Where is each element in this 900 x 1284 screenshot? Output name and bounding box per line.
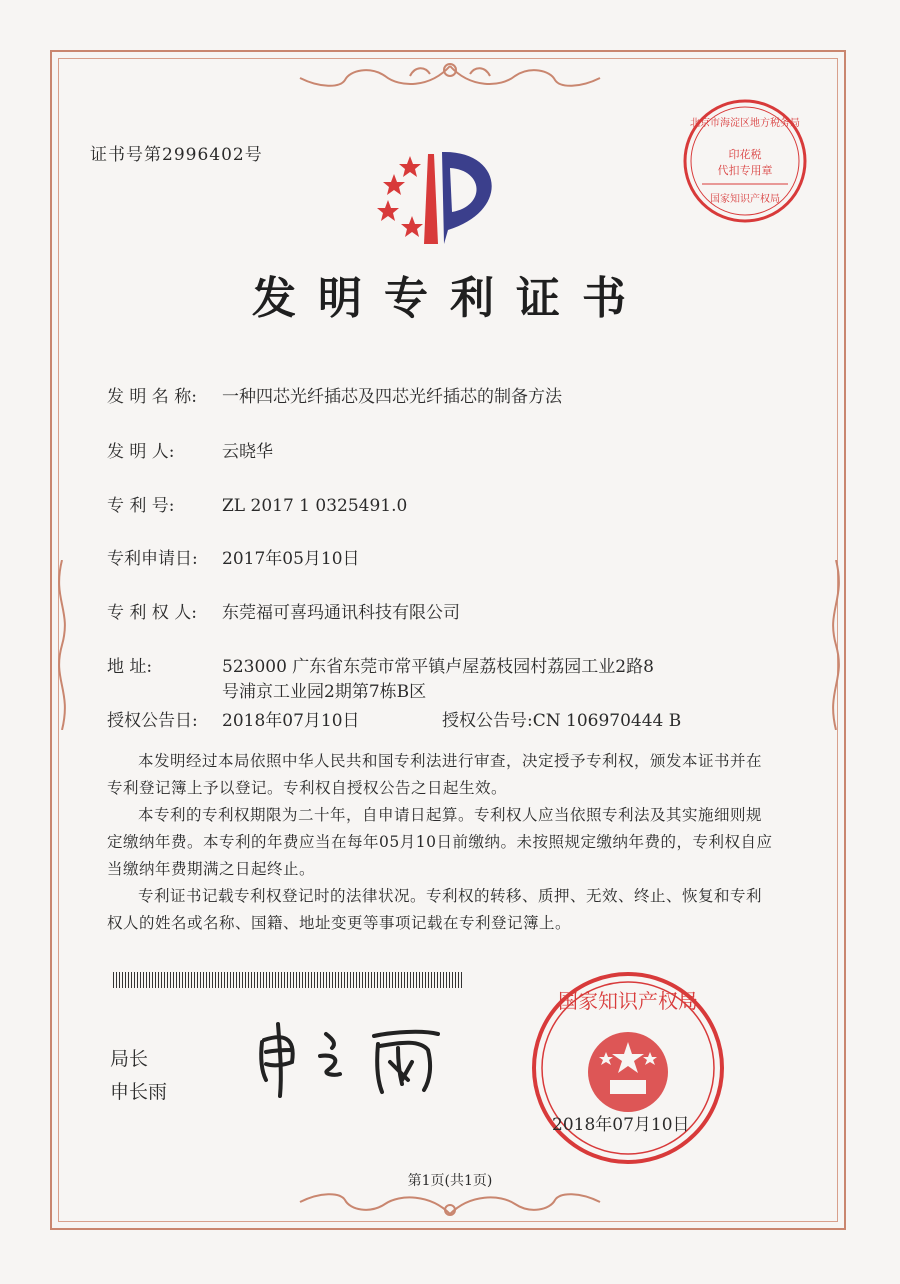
- patentee-row: [107, 598, 460, 623]
- invention-name-row: [107, 382, 562, 407]
- invention-name-value: 一种四芯光纤插芯及四芯光纤插芯的制备方法: [222, 387, 562, 407]
- tax-seal: [680, 96, 810, 226]
- page-number: 第1页(共1页): [407, 1173, 493, 1189]
- application-date-row: [107, 544, 360, 569]
- tax-seal-line1: 印花税: [728, 148, 762, 161]
- application-date-label: 专利申请日:: [107, 549, 198, 569]
- grant-number-label: 授权公告号:: [442, 711, 533, 731]
- address-value-line1: 523000 广东省东莞市常平镇卢屋荔枝园村荔园工业2路8: [222, 657, 654, 677]
- director-title: 局长: [110, 1048, 149, 1070]
- director-signature: [252, 1010, 452, 1100]
- patent-number-label: 专 利 号:: [107, 496, 175, 516]
- patent-office-logo: [372, 140, 528, 250]
- address-label: 地 址:: [107, 657, 153, 677]
- barcode: [113, 972, 463, 988]
- cnipa-seal: [528, 968, 728, 1168]
- patent-number-row: [107, 491, 407, 516]
- tax-seal-outer-text: 北京市海淀区地方税务局: [690, 118, 800, 129]
- cnipa-seal-text: 国家知识产权局: [558, 989, 698, 1013]
- grant-date-label: 授权公告日:: [107, 711, 198, 731]
- inventor-row: [107, 437, 273, 462]
- grant-number-value: CN 106970444 B: [532, 711, 682, 731]
- paragraph-legal-status: 专利证书记载专利权登记时的法律状况。专利权的转移、质押、无效、终止、恢复和专利权人的姓名或名称、国籍、地址变更等事项记载在专利登记簿上。: [107, 887, 763, 932]
- left-ornament: [52, 560, 72, 730]
- issue-date: 2018年07月10日: [552, 1115, 690, 1135]
- director-name: 申长雨: [110, 1081, 168, 1103]
- grant-date-value: 2018年07月10日: [222, 711, 360, 731]
- right-ornament: [826, 560, 846, 730]
- patent-number-value: ZL 2017 1 0325491.0: [222, 496, 408, 516]
- patentee-value: 东莞福可喜玛通讯科技有限公司: [222, 603, 460, 623]
- top-ornament: [290, 58, 610, 98]
- grant-date-row: [107, 706, 360, 731]
- tax-seal-line2: 代扣专用章: [717, 164, 773, 177]
- inventor-value: 云晓华: [222, 442, 273, 462]
- application-date-value: 2017年05月10日: [222, 549, 360, 569]
- tax-seal-bottom-text: 国家知识产权局: [710, 194, 780, 205]
- grant-number-row: [442, 706, 681, 731]
- bottom-ornament: [290, 1188, 610, 1222]
- patentee-label: 专 利 权 人:: [107, 603, 197, 623]
- invention-name-label: 发 明 名 称:: [107, 387, 197, 407]
- page-title: 发明专利证书: [252, 273, 648, 324]
- certificate-number: 证书号第2996402号: [90, 145, 263, 165]
- inventor-label: 发 明 人:: [107, 442, 175, 462]
- paragraph-grant-decision: 本发明经过本局依照中华人民共和国专利法进行审查，决定授予专利权，颁发本证书并在专利登记簿上予以登记。专利权自授权公告之日起生效。: [107, 752, 763, 797]
- address-value-line2: 号浦京工业园2期第7栋B区: [222, 682, 427, 702]
- address-row: [107, 652, 654, 677]
- paragraph-term-fees: 本专利的专利权期限为二十年，自申请日起算。专利权人应当依照专利法及其实施细则规定缴纳年费。本专利的年费应当在每年05月10日前缴纳。未按照规定缴纳年费的，专利权自应当缴纳年费期满之日起终止。: [107, 806, 773, 878]
